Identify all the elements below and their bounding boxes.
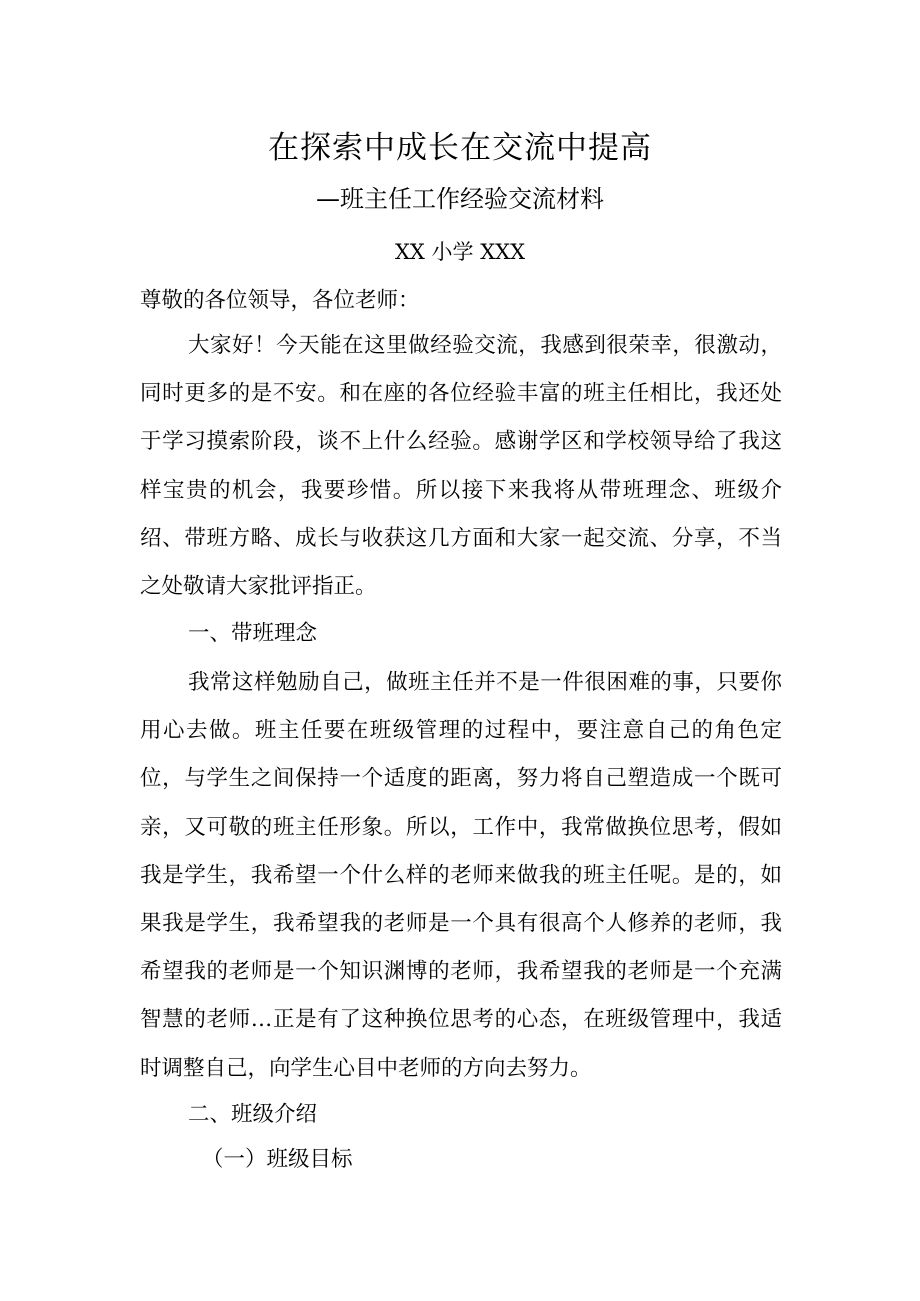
- section-heading-philosophy: 一、带班理念: [188, 621, 318, 646]
- section-heading-class-intro: 二、班级介绍: [188, 1102, 318, 1127]
- document-author: XX 小学 XXX: [394, 240, 526, 264]
- paragraph-philosophy: 我常这样勉励自己，做班主任并不是一件很困难的事，只要你用心去做。班主任要在班级管理的过程中，要注意自己的角色定位，与学生之间保持一个适度的距离，努力将自己塑造成一个既可亲，又可敬的班主任形象。所以，工作中，我常做换位思考，假如我是学生，我希望一个什么样的老师来做我的班主任呢。是的，如果我是学生，我希望我的老师是一个具有很高个人修养的老师，我希望我的老师是一个知识渊博的老师，我希望我的老师是一个充满智慧的老师…正是有了这种换位思考的心态，在班级管理中，我适时调整自己，向学生心目中老师的方向去努力。: [140, 670, 782, 1081]
- subsection-heading-class-goal: （一）班级目标: [202, 1147, 353, 1172]
- paragraph-intro: 大家好！今天能在这里做经验交流，我感到很荣幸，很激动，同时更多的是不安。和在座的各位经验丰富的班主任相比，我还处于学习摸索阶段，谈不上什么经验。感谢学区和学校领导给了我这样宝贵的机会，我要珍惜。所以接下来我将从带班理念、班级介绍、带班方略、成长与收获这几方面和大家一起交流、分享，不当之处敬请大家批评指正。: [140, 333, 782, 600]
- document-title: 在探索中成长在交流中提高: [268, 130, 652, 166]
- document-subtitle: —班主任工作经验交流材料: [316, 185, 604, 213]
- salutation: 尊敬的各位领导，各位老师：: [140, 288, 420, 313]
